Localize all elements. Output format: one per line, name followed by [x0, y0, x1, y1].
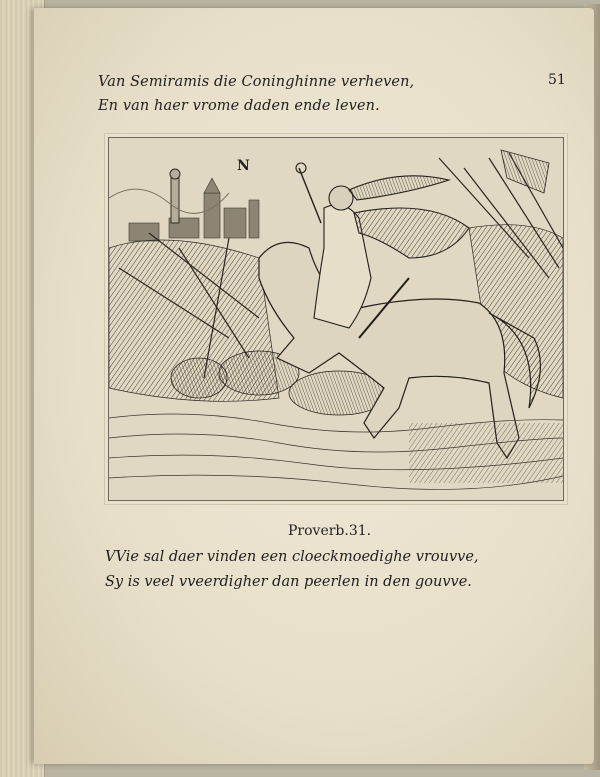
engraving-illustration — [109, 138, 563, 500]
plate-letter: N — [237, 158, 250, 174]
caption-verse-1: VVie sal daer vinden een cloeckmoedighe vrouvve, — [105, 549, 479, 565]
header-line-1: Van Semiramis die Coninghinne verheven, — [98, 74, 415, 90]
header-line-2: En van haer vrome daden ende leven. — [98, 98, 380, 114]
caption-verse-2: Sy is veel vveerdigher dan peerlen in den gouvve. — [105, 574, 472, 590]
caption-reference: Proverb.31. — [288, 523, 372, 539]
engraving-plate — [108, 137, 564, 501]
statue-figure — [170, 169, 180, 223]
page-number: 51 — [548, 72, 566, 88]
